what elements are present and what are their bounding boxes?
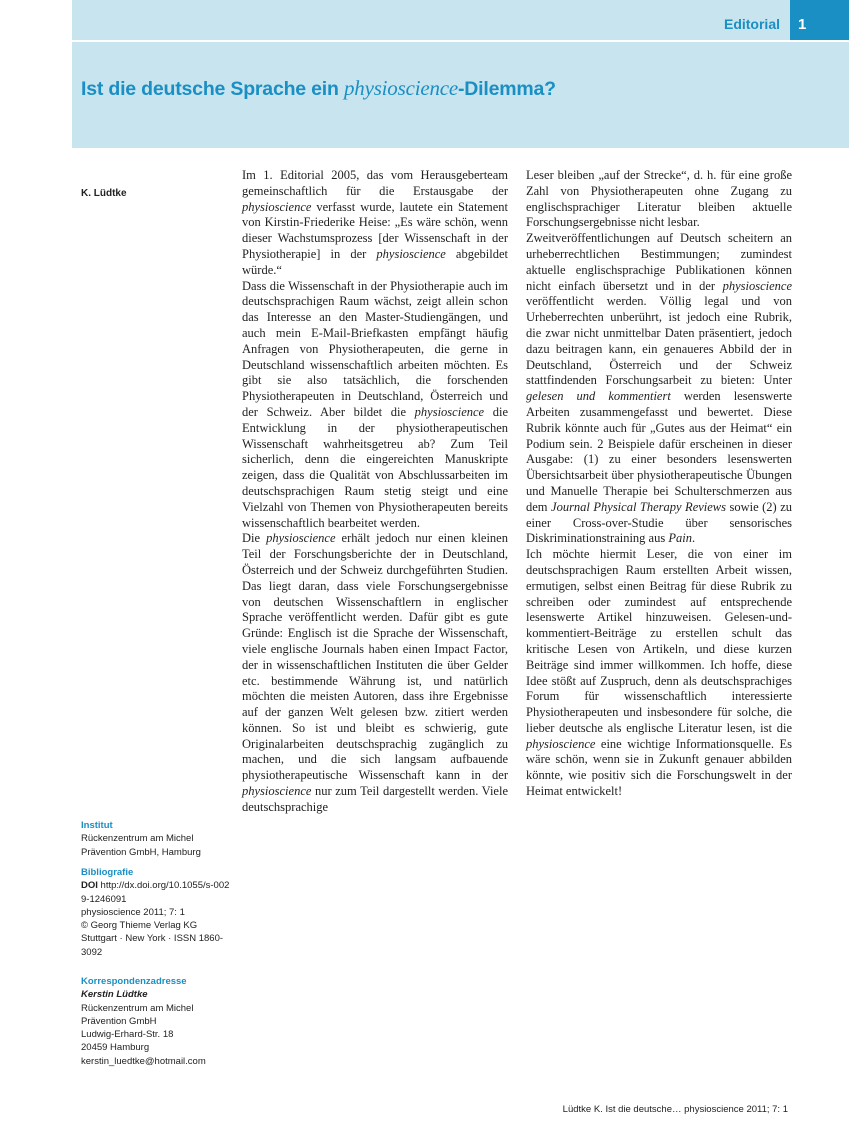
- italic-text: physioscience: [242, 784, 312, 799]
- paragraph: [242, 531, 508, 815]
- address-line: Prävention GmbH: [81, 1015, 157, 1027]
- paragraph: [526, 168, 792, 231]
- author-name: K. Lüdtke: [81, 188, 127, 199]
- text-run: Die: [242, 531, 267, 546]
- text-run: eine wichtige Informationsquelle. Es wäre schön, wenn sie in Zukunft genauer abbilden könnte, wie positiv sich die Forschungswelt in der Heimat entwickelt!: [526, 736, 792, 799]
- page-number: 1: [798, 16, 807, 33]
- correspondence-name: Kerstin Lüdtke: [81, 989, 148, 1001]
- email-link[interactable]: kerstin_luedtke@hotmail.com: [81, 1055, 206, 1067]
- page-number-box: [790, 0, 849, 40]
- sidebar-korrespondenz: [81, 975, 231, 1068]
- paragraph: [526, 547, 792, 800]
- text-run: Im 1. Editorial 2005, das vom Herausgeberteam gemeinschaftlich für die Erstausgabe der: [242, 168, 508, 198]
- address-line: 20459 Hamburg: [81, 1042, 150, 1054]
- text-run: Zweitveröffentlichungen auf Deutsch scheitern an urheberrechtlichen Bestimmungen; zumindest aktuelle englischsprachige Publikationen können nicht einfach übersetzt und in der: [526, 231, 792, 293]
- title-part-2: -Dilemma?: [458, 78, 556, 100]
- header-rule: [72, 40, 849, 42]
- title-journal-italic: physioscience: [343, 76, 458, 100]
- citation: physioscience 2011; 7: 1: [81, 906, 185, 918]
- sidebar-institut: [81, 819, 231, 859]
- sidebar-bibliografie: [81, 866, 231, 959]
- body-column-left: [242, 168, 508, 816]
- text-run: nur zum Teil dargestellt werden. Viele deutschsprachige: [242, 784, 508, 814]
- page-footer: Lüdtke K. Ist die deutsche… physioscience 2011; 7: 1: [562, 1104, 788, 1115]
- institut-heading: Institut: [81, 820, 113, 831]
- body-column-right: [526, 168, 792, 800]
- article-title: [81, 76, 556, 101]
- text-run: abgebildet würde.“: [242, 246, 508, 277]
- text-run: die Entwicklung in der physiotherapeutischen Wissenschaft wahrheitsgetreu ab? Zum Teil sicherlich, denn die eingereichten Manuskripte zeigen, dass die Qualität von Abschlussarbeiten im deutschsprachigen Raum stetig steigt und eine Vielzahl von Themen von Physiotherapeuten bereits wissenschaftlich bearbeitet werden.: [242, 404, 509, 530]
- italic-text: physioscience: [526, 736, 596, 751]
- text-run: sowie (2) zu einer Cross-over-Studie über sensorisches Diskriminationstraining aus: [526, 499, 792, 546]
- address-line: Rückenzentrum am Michel: [81, 1002, 194, 1014]
- text-run: Leser bleiben „auf der Strecke“, d. h. für eine große Zahl von Physiotherapeuten ohne Zugang zu englischsprachiger Literatur bleiben aktuelle Forschungsergebnisse nicht lesbar.: [526, 168, 792, 230]
- institut-text: Rückenzentrum am Michel Prävention GmbH, Hamburg: [81, 833, 201, 858]
- italic-text: Pain: [668, 531, 692, 546]
- italic-text: physioscience: [722, 278, 792, 293]
- text-run: .: [691, 531, 696, 546]
- paragraph: [526, 231, 792, 547]
- paragraph: [242, 168, 508, 279]
- text-run: Ich möchte hiermit Leser, die von einer im deutschsprachigen Raum erstellten Arbeit wissen, ermutigen, selbst einen Beitrag für diese Rubrik zu schreiben oder zumindest auf entsprechende lesenswerte Artikel hinzuweisen. Gelesen-und-kommentiert-Beiträge zu erstellen schult das kritische Lesen von Artikeln, und diese kurzen Beiträge sind immer willkommen. Ich hoffe, diese Idee stößt auf Zuspruch, denn als deutschsprachiges Forum für wissenschaftlich interessierte Physiotherapeuten und insbesondere für solche, die lieber deutsche als englische Literatur lesen, ist die: [526, 547, 792, 735]
- doi-line: [81, 879, 231, 906]
- text-run: veröffentlicht werden. Völlig legal und von Urheberrechten unberührt, ist jedoch eine Rubrik, die zwar nicht unmittelbar Daten präsentiert, jedoch dazu beitragen kann, ein genaueres Abbild der in Deutschland, Österreich und der Schweiz stattfindenden Forschungsarbeit zu bieten: Unter: [526, 294, 792, 388]
- text-run: verfasst wurde, lautete ein Statement von Kirstin-Friederike Heise: „Es wäre schön, wenn dieser Wachstumsprozess [der Wissenschaft in der Physiotherapie] in der: [242, 199, 508, 261]
- copyright: © Georg Thieme Verlag KG Stuttgart · New York · ISSN 1860-3092: [81, 920, 224, 958]
- paragraph: [242, 279, 508, 532]
- italic-text: physioscience: [376, 246, 446, 261]
- section-label: Editorial: [723, 16, 780, 32]
- doi-label: DOI: [81, 880, 98, 892]
- text-run: Dass die Wissenschaft in der Physiotherapie auch im deutschsprachigen Raum wächst, zeigt allein schon das Interesse an den Master-Studiengängen, und auch mein E-Mail-Briefkasten empfängt häufig Anfragen von Physiotherapeuten, die gerne in Deutschland wissenschaftlich arbeiten möchten. Es gibt sie also tatsächlich, die forschenden Physiotherapeuten in Deutschland, Österreich und der Schweiz. Aber bildet die: [242, 278, 508, 419]
- bibliografie-heading: Bibliografie: [81, 867, 134, 878]
- title-part-1: Ist die deutsche Sprache ein: [81, 78, 344, 100]
- italic-text: physioscience: [266, 531, 336, 546]
- doi-link[interactable]: http://dx.doi.org/10.1055/s-0029-1246091: [81, 880, 230, 905]
- italic-text: gelesen und kommentiert: [526, 389, 671, 404]
- italic-text: physioscience: [242, 199, 312, 214]
- text-run: werden lesenswerte Arbeiten zusammengefasst und bewertet. Diese Rubrik könnte auch für „Gutes aus der Heimat“ ein Podium sein. 2 Beispiele dafür erscheinen in dieser Ausgabe: (1) zu einer besonders lesenswerten Übersichtsarbeit über physiotherapeutische Übungen und Manuelle Therapie bei Schulterschmerzen aus dem: [526, 389, 792, 514]
- address-line: Ludwig-Erhard-Str. 18: [81, 1029, 174, 1041]
- italic-text: Journal Physical Therapy Reviews: [551, 499, 727, 514]
- korrespondenz-heading: Korrespondenzadresse: [81, 976, 187, 987]
- text-run: erhält jedoch nur einen kleinen Teil der Forschungsberichte der in Deutschland, Österreich und der Schweiz durchgeführten Studien. Das liegt daran, dass viele Forschungsergebnisse von deutschen Wissenschaftlern in englischer Sprache veröffentlicht werden. Dafür gibt es gute Gründe: Englisch ist die Sprache der Wissenschaft, viele englische Journals haben einen Impact Factor, der in wissenschaftlichen Instituten die über Gelder etc. bestimmende Währung ist, und natürlich möchten die meisten Autoren, dass ihre Ergebnisse auf der ganzen Welt gelesen bzw. zitiert werden können. So ist und bleibt es schwierig, gute Originalarbeiten deutschsprachig zugänglich zu machen, und die sich langsam aufbauende physiotherapeutische Wissenschaft kann in der: [242, 531, 508, 783]
- italic-text: physioscience: [414, 404, 485, 419]
